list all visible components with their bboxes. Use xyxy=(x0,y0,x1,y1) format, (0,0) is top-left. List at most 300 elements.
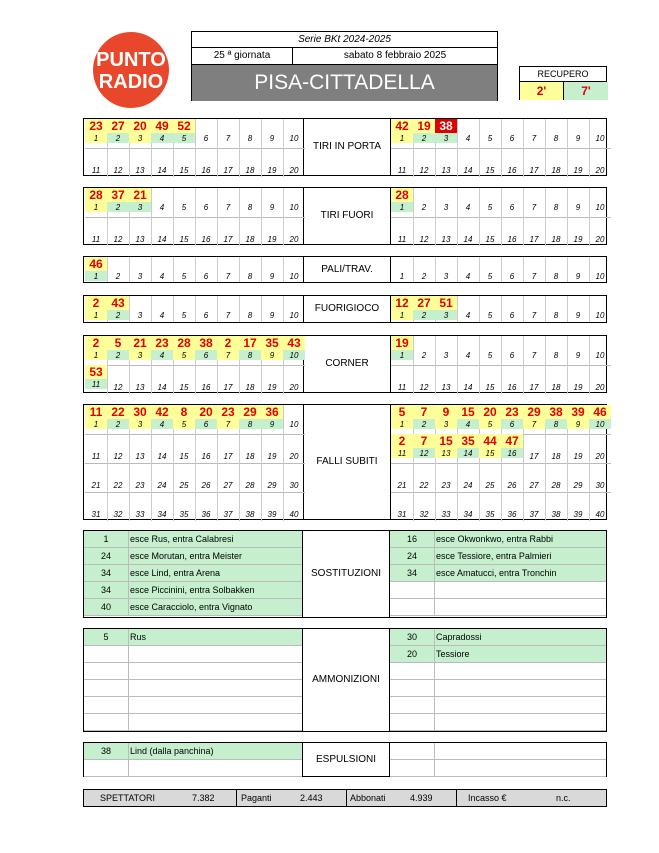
slot-number: 7 xyxy=(225,311,231,320)
recupero-box xyxy=(519,66,607,100)
tiri-in-porta-label: TIRI IN PORTA xyxy=(313,141,381,152)
slot-number: 13 xyxy=(135,235,145,244)
slot-number: 32 xyxy=(419,510,429,519)
slot-number: 3 xyxy=(137,351,143,360)
event-minute: 35 xyxy=(265,336,279,350)
slot-number: 9 xyxy=(269,351,275,360)
col-divider xyxy=(434,697,435,714)
attendance-footer xyxy=(83,789,607,807)
slot-number: 9 xyxy=(269,203,275,212)
row-minute: 34 xyxy=(100,585,111,595)
event-minute: 22 xyxy=(111,405,125,419)
recupero-first-half: 2' xyxy=(520,82,564,100)
row-minute: 40 xyxy=(100,602,111,612)
spettatori-value: 7.382 xyxy=(192,793,215,803)
logo-line2: RADIO xyxy=(98,71,164,93)
table-row xyxy=(84,743,302,760)
table-row xyxy=(390,629,606,646)
event-minute: 21 xyxy=(133,188,147,202)
slot-number: 36 xyxy=(201,510,211,519)
slot-number: 3 xyxy=(137,272,143,281)
slot-number: 12 xyxy=(419,235,429,244)
slot-number: 10 xyxy=(289,351,299,360)
series-title: Serie BKt 2024-2025 xyxy=(192,32,497,48)
empty-row xyxy=(84,646,302,663)
event-minute: 21 xyxy=(133,336,147,350)
slot-number: 1 xyxy=(93,203,99,212)
row-text: Capradossi xyxy=(436,632,482,642)
slot-number: 34 xyxy=(157,510,167,519)
event-minute: 28 xyxy=(89,188,103,202)
row-minute: 24 xyxy=(100,551,111,561)
slot-number: 17 xyxy=(223,166,233,175)
event-minute: 9 xyxy=(442,405,450,419)
slot-number: 33 xyxy=(135,510,145,519)
slot-number: 16 xyxy=(201,452,211,461)
table-row xyxy=(84,582,302,599)
slot-number: 4 xyxy=(159,311,165,320)
slot-number: 2 xyxy=(421,420,427,429)
empty-row xyxy=(390,743,606,760)
slot-number: 6 xyxy=(203,420,209,429)
slot-number: 5 xyxy=(181,272,187,281)
fuorigioco-grid xyxy=(83,295,607,323)
slot-number: 7 xyxy=(225,272,231,281)
slot-number: 20 xyxy=(595,166,605,175)
slot-number: 2 xyxy=(421,203,427,212)
pali-label: PALI/TRAV. xyxy=(321,263,373,275)
slot-number: 15 xyxy=(485,449,495,458)
row-text: Rus xyxy=(130,632,147,642)
slot-number: 1 xyxy=(399,134,405,143)
slot-number: 36 xyxy=(507,510,517,519)
slot-number: 3 xyxy=(443,351,449,360)
slot-number: 1 xyxy=(399,272,405,281)
table-row xyxy=(390,565,606,582)
slot-number: 35 xyxy=(179,510,189,519)
slot-number: 16 xyxy=(201,166,211,175)
slot-number: 18 xyxy=(245,383,255,392)
slot-number: 5 xyxy=(181,134,187,143)
table-row xyxy=(84,599,302,616)
slot-number: 1 xyxy=(93,420,99,429)
ammonizioni-section xyxy=(83,628,607,732)
empty-row xyxy=(390,680,606,697)
slot-number: 11 xyxy=(397,449,407,458)
slot-number: 19 xyxy=(267,166,277,175)
slot-number: 17 xyxy=(529,235,539,244)
event-minute: 23 xyxy=(505,405,519,419)
abbonati-value: 4.939 xyxy=(410,793,433,803)
slot-number: 12 xyxy=(113,383,123,392)
slot-number: 9 xyxy=(575,203,581,212)
slot-number: 7 xyxy=(531,203,537,212)
slot-number: 15 xyxy=(179,235,189,244)
slot-number: 8 xyxy=(553,134,559,143)
tiri-fuori-grid xyxy=(83,187,607,245)
espulsioni-section xyxy=(83,742,607,777)
event-minute: 28 xyxy=(177,336,191,350)
slot-number: 21 xyxy=(91,481,101,490)
slot-number: 10 xyxy=(595,134,605,143)
slot-number: 16 xyxy=(507,235,517,244)
slot-number: 4 xyxy=(465,420,471,429)
slot-number: 17 xyxy=(223,383,233,392)
slot-number: 10 xyxy=(289,420,299,429)
slot-number: 40 xyxy=(595,510,605,519)
event-minute: 53 xyxy=(89,365,103,379)
slot-number: 1 xyxy=(93,272,99,281)
slot-number: 9 xyxy=(575,272,581,281)
slot-number: 9 xyxy=(269,311,275,320)
slot-number: 14 xyxy=(157,166,167,175)
col-divider xyxy=(128,599,129,616)
slot-number: 8 xyxy=(247,203,253,212)
slot-number: 26 xyxy=(201,481,211,490)
col-divider xyxy=(128,760,129,777)
slot-number: 20 xyxy=(289,235,299,244)
event-minute: 51 xyxy=(439,296,453,310)
event-minute: 52 xyxy=(177,119,191,133)
event-minute: 39 xyxy=(571,405,585,419)
slot-number: 3 xyxy=(443,203,449,212)
slot-number: 7 xyxy=(225,351,231,360)
slot-number: 6 xyxy=(509,272,515,281)
empty-row xyxy=(84,663,302,680)
slot-number: 4 xyxy=(159,272,165,281)
recupero-label: RECUPERO xyxy=(520,67,606,82)
event-minute: 27 xyxy=(111,119,125,133)
round-label: 25 ª giornata xyxy=(213,50,271,61)
event-minute: 37 xyxy=(111,188,125,202)
slot-number: 5 xyxy=(181,311,187,320)
spettatori-label: SPETTATORI xyxy=(100,793,156,803)
slot-number: 10 xyxy=(595,311,605,320)
event-minute: 23 xyxy=(221,405,235,419)
slot-number: 27 xyxy=(223,481,233,490)
row-text: esce Amatucci, entra Tronchin xyxy=(436,568,557,578)
empty-row xyxy=(390,599,606,616)
col-divider xyxy=(434,646,435,663)
event-minute: 2 xyxy=(398,434,406,448)
event-minute: 27 xyxy=(417,296,431,310)
slot-number: 14 xyxy=(463,166,473,175)
event-minute: 11 xyxy=(89,405,103,419)
slot-number: 13 xyxy=(135,383,145,392)
slot-number: 1 xyxy=(399,311,405,320)
event-minute: 23 xyxy=(155,336,169,350)
sostituzioni-section xyxy=(83,530,607,618)
slot-number: 11 xyxy=(91,235,101,244)
event-minute: 20 xyxy=(199,405,213,419)
slot-number: 33 xyxy=(441,510,451,519)
table-row xyxy=(390,531,606,548)
col-divider xyxy=(434,565,435,582)
row-minute: 5 xyxy=(103,632,109,642)
slot-number: 35 xyxy=(485,510,495,519)
event-minute: 42 xyxy=(395,119,409,133)
slot-number: 1 xyxy=(399,203,405,212)
event-minute: 2 xyxy=(224,336,232,350)
event-minute: 42 xyxy=(155,405,169,419)
slot-number: 28 xyxy=(551,481,561,490)
event-minute: 29 xyxy=(527,405,541,419)
slot-number: 3 xyxy=(443,311,449,320)
slot-number: 11 xyxy=(91,452,101,461)
slot-number: 9 xyxy=(575,134,581,143)
logo-line1: PUNTO xyxy=(96,49,166,71)
row-text: esce Caracciolo, entra Vignato xyxy=(130,602,253,612)
slot-number: 15 xyxy=(485,383,495,392)
slot-number: 5 xyxy=(181,420,187,429)
incasso-label: Incasso € xyxy=(468,793,507,803)
slot-number: 23 xyxy=(135,481,145,490)
slot-number: 8 xyxy=(553,351,559,360)
slot-number: 15 xyxy=(179,166,189,175)
col-divider xyxy=(434,599,435,616)
punto-radio-logo xyxy=(86,30,176,110)
slot-number: 4 xyxy=(159,203,165,212)
slot-number: 5 xyxy=(181,351,187,360)
event-minute: 23 xyxy=(89,119,103,133)
slot-number: 10 xyxy=(595,272,605,281)
slot-number: 3 xyxy=(443,420,449,429)
slot-number: 19 xyxy=(267,452,277,461)
falli-grid xyxy=(83,404,607,520)
slot-number: 32 xyxy=(113,510,123,519)
slot-number: 14 xyxy=(463,449,473,458)
slot-number: 19 xyxy=(573,235,583,244)
slot-number: 2 xyxy=(421,272,427,281)
slot-number: 6 xyxy=(509,311,515,320)
slot-number: 10 xyxy=(289,203,299,212)
slot-number: 5 xyxy=(487,351,493,360)
empty-row xyxy=(390,714,606,731)
slot-number: 14 xyxy=(463,383,473,392)
event-minute: 28 xyxy=(395,188,409,202)
row-text: Lind (dalla panchina) xyxy=(130,746,214,756)
slot-number: 5 xyxy=(487,134,493,143)
slot-number: 7 xyxy=(225,134,231,143)
slot-number: 5 xyxy=(487,420,493,429)
slot-number: 10 xyxy=(595,203,605,212)
slot-number: 5 xyxy=(487,203,493,212)
slot-number: 13 xyxy=(441,383,451,392)
slot-number: 29 xyxy=(573,481,583,490)
fuorigioco-label: FUORIGIOCO xyxy=(314,303,380,314)
slot-number: 6 xyxy=(203,134,209,143)
slot-number: 10 xyxy=(289,134,299,143)
slot-number: 11 xyxy=(397,235,407,244)
col-divider xyxy=(434,531,435,548)
empty-row xyxy=(84,760,302,777)
event-minute: 15 xyxy=(461,405,475,419)
event-minute: 19 xyxy=(417,119,431,133)
slot-number: 4 xyxy=(159,134,165,143)
recupero-second-half: 7' xyxy=(564,82,608,100)
slot-number: 4 xyxy=(465,203,471,212)
slot-number: 20 xyxy=(595,452,605,461)
slot-number: 16 xyxy=(201,383,211,392)
event-minute: 8 xyxy=(180,405,188,419)
slot-number: 3 xyxy=(443,134,449,143)
slot-number: 3 xyxy=(137,311,143,320)
slot-number: 20 xyxy=(289,383,299,392)
slot-number: 13 xyxy=(135,452,145,461)
event-minute: 38 xyxy=(549,405,563,419)
slot-number: 4 xyxy=(465,351,471,360)
event-minute: 36 xyxy=(265,405,279,419)
slot-number: 17 xyxy=(529,452,539,461)
slot-number: 29 xyxy=(267,481,277,490)
slot-number: 2 xyxy=(115,420,121,429)
event-minute: 17 xyxy=(243,336,257,350)
slot-number: 2 xyxy=(115,272,121,281)
col-divider xyxy=(128,531,129,548)
slot-number: 8 xyxy=(247,420,253,429)
col-divider xyxy=(434,629,435,646)
slot-number: 34 xyxy=(463,510,473,519)
slot-number: 17 xyxy=(223,235,233,244)
event-minute: 30 xyxy=(133,405,147,419)
slot-number: 16 xyxy=(507,166,517,175)
row-minute: 30 xyxy=(406,632,417,642)
slot-number: 19 xyxy=(573,452,583,461)
slot-number: 6 xyxy=(203,272,209,281)
slot-number: 2 xyxy=(421,311,427,320)
slot-number: 9 xyxy=(575,311,581,320)
col-divider xyxy=(128,565,129,582)
slot-number: 7 xyxy=(531,134,537,143)
row-minute: 38 xyxy=(100,746,111,756)
row-minute: 1 xyxy=(103,534,109,544)
col-divider xyxy=(434,743,435,760)
slot-number: 7 xyxy=(225,420,231,429)
row-text: esce Lind, entra Arena xyxy=(130,568,221,578)
slot-number: 2 xyxy=(421,134,427,143)
incasso-value: n.c. xyxy=(556,793,571,803)
slot-number: 8 xyxy=(553,311,559,320)
event-minute: 20 xyxy=(483,405,497,419)
empty-row xyxy=(84,697,302,714)
col-divider xyxy=(434,663,435,680)
slot-number: 21 xyxy=(397,481,407,490)
col-divider xyxy=(128,548,129,565)
event-minute: 47 xyxy=(505,434,519,448)
slot-number: 4 xyxy=(465,272,471,281)
slot-number: 26 xyxy=(507,481,517,490)
col-divider xyxy=(128,629,129,646)
slot-number: 1 xyxy=(93,134,99,143)
row-minute: 20 xyxy=(406,649,417,659)
slot-number: 18 xyxy=(245,166,255,175)
slot-number: 39 xyxy=(573,510,583,519)
col-divider xyxy=(128,680,129,697)
event-minute: 29 xyxy=(243,405,257,419)
slot-number: 25 xyxy=(485,481,495,490)
slot-number: 11 xyxy=(91,166,101,175)
slot-number: 6 xyxy=(509,203,515,212)
slot-number: 18 xyxy=(551,235,561,244)
slot-number: 20 xyxy=(595,235,605,244)
slot-number: 15 xyxy=(179,383,189,392)
slot-number: 11 xyxy=(397,166,407,175)
event-minute: 2 xyxy=(92,296,100,310)
slot-number: 6 xyxy=(509,351,515,360)
slot-number: 7 xyxy=(531,311,537,320)
slot-number: 31 xyxy=(397,510,407,519)
slot-number: 13 xyxy=(441,235,451,244)
slot-number: 12 xyxy=(113,166,123,175)
slot-number: 22 xyxy=(113,481,123,490)
slot-number: 7 xyxy=(225,203,231,212)
slot-number: 37 xyxy=(223,510,233,519)
slot-number: 37 xyxy=(529,510,539,519)
slot-number: 11 xyxy=(91,380,101,389)
slot-number: 30 xyxy=(595,481,605,490)
slot-number: 15 xyxy=(485,166,495,175)
slot-number: 18 xyxy=(245,235,255,244)
match-date: sabato 8 febbraio 2025 xyxy=(292,48,497,64)
col-divider xyxy=(434,680,435,697)
slot-number: 17 xyxy=(223,452,233,461)
slot-number: 31 xyxy=(91,510,101,519)
event-minute: 5 xyxy=(398,405,406,419)
slot-number: 16 xyxy=(201,235,211,244)
event-minute: 7 xyxy=(420,434,428,448)
slot-number: 2 xyxy=(115,311,121,320)
slot-number: 12 xyxy=(113,452,123,461)
event-minute: 19 xyxy=(395,336,409,350)
slot-number: 6 xyxy=(203,351,209,360)
slot-number: 18 xyxy=(551,452,561,461)
slot-number: 12 xyxy=(113,235,123,244)
table-row xyxy=(84,531,302,548)
match-header xyxy=(191,31,498,101)
corner-label: CORNER xyxy=(325,358,369,369)
row-text: esce Rus, entra Calabresi xyxy=(130,534,234,544)
slot-number: 2 xyxy=(115,351,121,360)
col-divider xyxy=(434,548,435,565)
slot-number: 10 xyxy=(289,311,299,320)
slot-number: 7 xyxy=(531,272,537,281)
slot-number: 40 xyxy=(289,510,299,519)
row-text: Tessiore xyxy=(436,649,470,659)
sostituzioni-label: SOSTITUZIONI xyxy=(311,568,381,579)
slot-number: 20 xyxy=(289,166,299,175)
slot-number: 14 xyxy=(157,452,167,461)
slot-number: 13 xyxy=(441,449,451,458)
slot-number: 4 xyxy=(465,134,471,143)
slot-number: 1 xyxy=(399,420,405,429)
event-minute: 46 xyxy=(593,405,607,419)
slot-number: 13 xyxy=(135,166,145,175)
slot-number: 6 xyxy=(203,311,209,320)
col-divider xyxy=(434,760,435,777)
slot-number: 8 xyxy=(553,420,559,429)
slot-number: 7 xyxy=(531,420,537,429)
slot-number: 18 xyxy=(551,383,561,392)
slot-number: 15 xyxy=(179,452,189,461)
event-minute: 44 xyxy=(483,434,497,448)
slot-number: 20 xyxy=(289,452,299,461)
slot-number: 24 xyxy=(463,481,473,490)
event-minute: 43 xyxy=(111,296,125,310)
slot-number: 10 xyxy=(595,351,605,360)
falli-label: FALLI SUBITI xyxy=(316,456,378,467)
slot-number: 8 xyxy=(247,134,253,143)
slot-number: 4 xyxy=(159,351,165,360)
